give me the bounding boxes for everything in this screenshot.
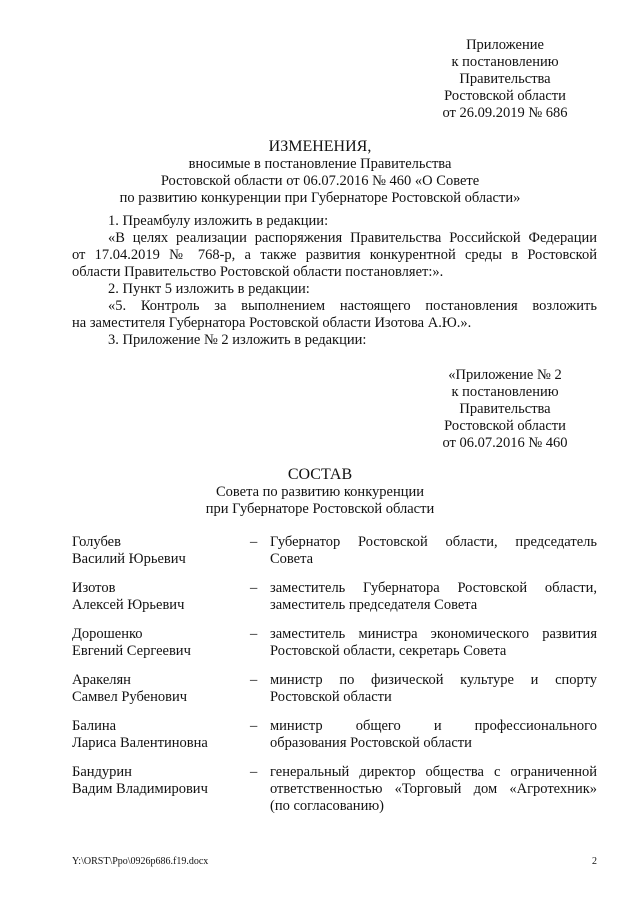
appendix-top-line: Ростовской области: [444, 88, 566, 104]
member-surname: Дорошенко: [72, 626, 143, 642]
member-surname: Балина: [72, 718, 117, 734]
member-row: [72, 718, 597, 764]
appendix-inner-line: к постановлению: [451, 384, 559, 400]
composition-heading: [60, 465, 580, 518]
member-role: [270, 718, 597, 752]
appendix-inner-line: от 06.07.2016 № 460: [442, 435, 568, 451]
member-given-name: Евгений Сергеевич: [72, 643, 191, 659]
appendix-inner-block: [400, 367, 610, 452]
paragraph-1: 1. Преамбулу изложить в редакции:: [108, 213, 329, 229]
amendments-body: [72, 213, 597, 349]
paragraph-2: 2. Пункт 5 изложить в редакции:: [108, 281, 310, 297]
member-given-name: Алексей Юрьевич: [72, 597, 185, 613]
appendix-top-line: Приложение: [466, 37, 544, 53]
member-role-line: министр по физической культуре и спорту: [270, 672, 597, 688]
member-dash: –: [250, 672, 258, 688]
member-role: [270, 534, 597, 568]
paragraph-1-quote-line: «В целях реализации распоряжения Правительства Российской Федерации: [108, 230, 597, 246]
member-row: [72, 580, 597, 626]
member-role: [270, 764, 597, 815]
member-role-line: Губернатор Ростовской области, председатель: [270, 534, 597, 550]
member-name: [72, 718, 247, 752]
member-role-line: ответственностью «Торговый дом «Агротехник»: [270, 781, 597, 797]
member-role-line: Ростовской области: [270, 689, 392, 705]
appendix-inner-line: Ростовской области: [444, 418, 566, 434]
member-given-name: Самвел Рубенович: [72, 689, 187, 705]
member-role: [270, 626, 597, 660]
changes-subtitle-line: вносимые в постановление Правительства: [188, 156, 452, 172]
member-name: [72, 626, 247, 660]
page-number: 2: [592, 856, 597, 867]
member-role-line: Ростовской области, секретарь Совета: [270, 643, 507, 659]
appendix-top-line: к постановлению: [451, 54, 559, 70]
member-row: [72, 534, 597, 580]
member-surname: Бандурин: [72, 764, 132, 780]
member-row: [72, 672, 597, 718]
appendix-inner-line: «Приложение № 2: [448, 367, 562, 383]
member-role-line: министр общего и профессионального: [270, 718, 597, 734]
paragraph-2-quote-line: «5. Контроль за выполнением настоящего постановления возложить: [108, 298, 597, 314]
member-role-line: заместитель председателя Совета: [270, 597, 478, 613]
appendix-top-line: Правительства: [459, 71, 551, 87]
appendix-top-block: [400, 37, 610, 122]
member-surname: Аракелян: [72, 672, 131, 688]
member-given-name: Вадим Владимирович: [72, 781, 208, 797]
member-dash: –: [250, 718, 258, 734]
member-row: [72, 764, 597, 828]
paragraph-1-quote-line: от 17.04.2019 № 768-р, а также развития конкурентной среды в Ростовской: [72, 247, 597, 263]
members-list: [72, 534, 597, 828]
member-role-line: заместитель министра экономического развития: [270, 626, 597, 642]
member-role: [270, 672, 597, 706]
member-dash: –: [250, 626, 258, 642]
changes-title: ИЗМЕНЕНИЯ,: [268, 138, 372, 155]
file-path: Y:\ORST\Ppo\0926p686.f19.docx: [72, 856, 209, 867]
member-role-line: (по согласованию): [270, 798, 384, 814]
composition-subtitle-line: при Губернаторе Ростовской области: [205, 501, 435, 517]
appendix-inner-line: Правительства: [459, 401, 551, 417]
member-row: [72, 626, 597, 672]
member-name: [72, 534, 247, 568]
member-given-name: Василий Юрьевич: [72, 551, 186, 567]
member-surname: Изотов: [72, 580, 116, 596]
member-role-line: заместитель Губернатора Ростовской области,: [270, 580, 597, 596]
member-surname: Голубев: [72, 534, 121, 550]
member-name: [72, 764, 247, 798]
changes-subtitle-line: по развитию конкуренции при Губернаторе Ростовской области»: [119, 190, 521, 206]
member-dash: –: [250, 534, 258, 550]
member-name: [72, 672, 247, 706]
paragraph-2-quote-line: на заместителя Губернатора Ростовской области Изотова А.Ю.».: [72, 315, 472, 331]
member-role-line: образования Ростовской области: [270, 735, 472, 751]
member-role: [270, 580, 597, 614]
member-dash: –: [250, 764, 258, 780]
composition-title: СОСТАВ: [287, 466, 353, 483]
paragraph-3: 3. Приложение № 2 изложить в редакции:: [108, 332, 367, 348]
changes-subtitle-line: Ростовской области от 06.07.2016 № 460 «О Совете: [160, 173, 480, 189]
member-given-name: Лариса Валентиновна: [72, 735, 208, 751]
member-role-line: Совета: [270, 551, 314, 567]
paragraph-1-quote-line: области Правительство Ростовской области постановляет:».: [72, 264, 444, 280]
composition-subtitle-line: Совета по развитию конкуренции: [215, 484, 425, 500]
member-role-line: генеральный директор общества с ограниченной: [270, 764, 597, 780]
changes-heading: [60, 137, 580, 207]
member-name: [72, 580, 247, 614]
member-dash: –: [250, 580, 258, 596]
appendix-top-line: от 26.09.2019 № 686: [442, 105, 568, 121]
